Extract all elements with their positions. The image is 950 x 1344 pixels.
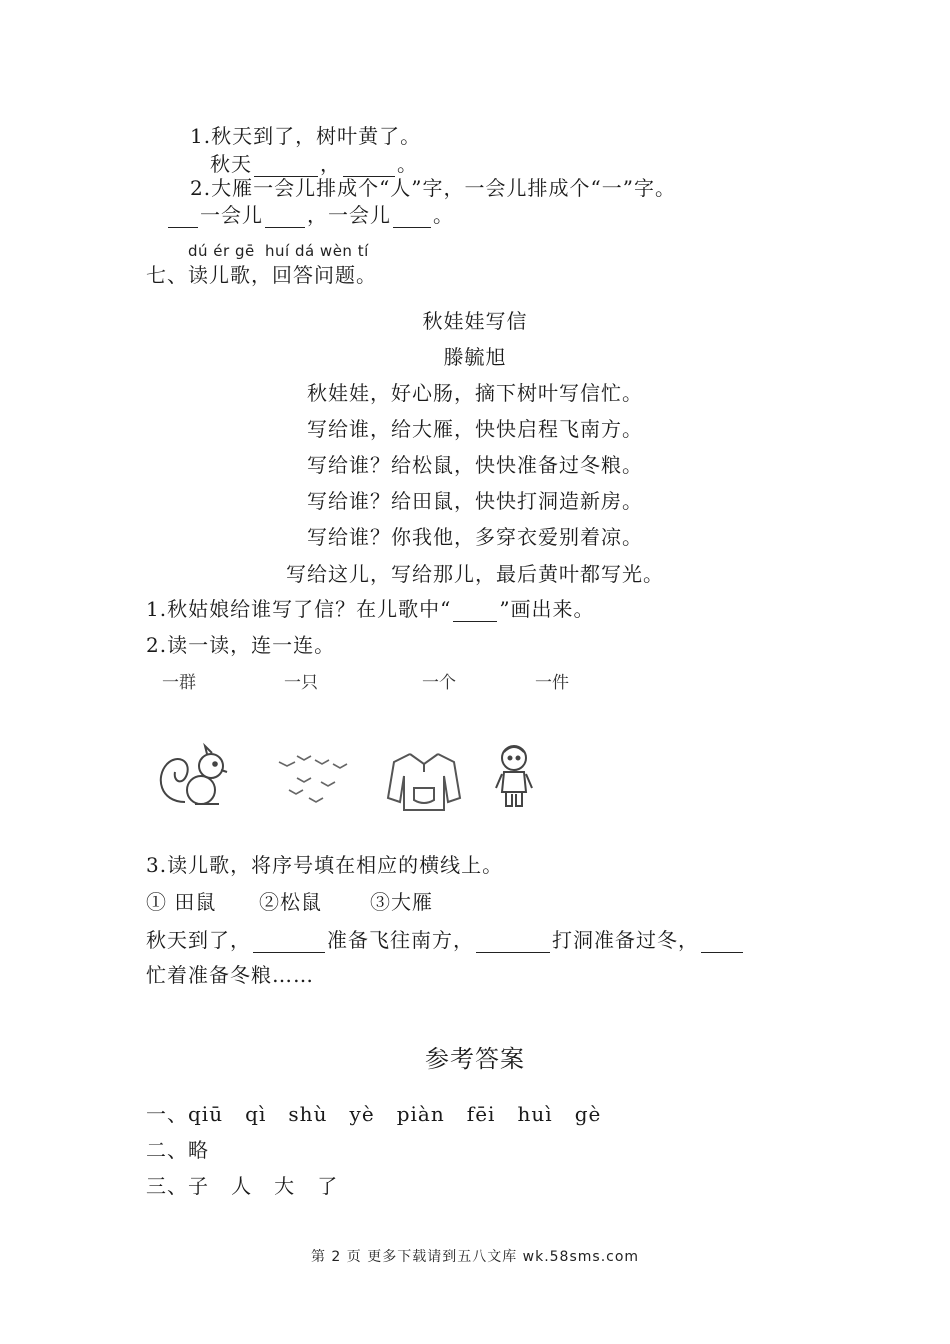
q2-fill-line: 一会儿 ，一会儿 。 — [166, 202, 454, 228]
blank-q1[interactable] — [453, 601, 497, 622]
answer-3: 三、子 人 大 了 — [146, 1174, 339, 1198]
pinyin-huidawenti: huí dá wèn tí — [265, 242, 369, 260]
option-1: ① 田鼠 — [146, 890, 217, 914]
page-footer: 第 2 页 更多下载请到五八文库 wk.58sms.com — [310, 1249, 640, 1265]
boy-icon[interactable] — [492, 742, 536, 814]
measure-word-yijian[interactable]: 一件 — [535, 673, 569, 693]
blank-q3-3[interactable] — [701, 932, 743, 953]
q3-sentence: 秋天到了， 准备飞往南方， 打洞准备过冬， — [146, 927, 745, 953]
blank-4[interactable] — [265, 207, 305, 228]
poem-line: 写给谁？给田鼠，快快打洞造新房。 — [307, 489, 643, 513]
measure-word-yige[interactable]: 一个 — [422, 673, 456, 693]
jacket-icon[interactable] — [384, 748, 464, 814]
blank-3[interactable] — [168, 207, 198, 228]
answer-1: 一、qiū qì shù yè piàn fēi huì gè — [146, 1102, 602, 1126]
question-3: 3.读儿歌，将序号填在相应的横线上。 — [146, 853, 504, 877]
measure-word-yizhi[interactable]: 一只 — [284, 673, 318, 693]
q1-fill-line: 秋天 ， 。 — [210, 152, 418, 176]
poem-line: 写给谁？你我他，多穿衣爱别着凉。 — [307, 525, 643, 549]
poem-line: 写给这儿，写给那儿，最后黄叶都写光。 — [286, 562, 664, 586]
blank-2[interactable] — [343, 156, 395, 177]
q1-sentence: 1.秋天到了，树叶黄了。 — [190, 124, 422, 148]
answer-2: 二、略 — [146, 1138, 209, 1162]
q3-sentence-cont: 忙着准备冬粮…… — [146, 963, 314, 987]
geese-icon[interactable] — [275, 752, 355, 810]
blank-q3-2[interactable] — [476, 932, 550, 953]
poem-title: 秋娃娃写信 — [422, 309, 528, 333]
pinyin-duerge: dú ér gē — [188, 242, 255, 260]
poem-line: 秋娃娃，好心肠，摘下树叶写信忙。 — [307, 381, 643, 405]
option-3: ③大雁 — [370, 890, 433, 914]
option-2: ②松鼠 — [259, 890, 322, 914]
blank-5[interactable] — [393, 207, 431, 228]
measure-word-yiqun[interactable]: 一群 — [162, 673, 196, 693]
answer-title: 参考答案 — [425, 1045, 525, 1073]
q2-sentence: 2.大雁一会儿排成个“人”字，一会儿排成个“一”字。 — [190, 176, 676, 200]
blank-1[interactable] — [254, 156, 318, 177]
section-heading: 七、读儿歌，回答问题。 — [146, 263, 377, 287]
squirrel-icon[interactable] — [155, 742, 235, 814]
question-1: 1.秋姑娘给谁写了信？在儿歌中“ ”画出来。 — [146, 597, 595, 621]
question-2: 2.读一读，连一连。 — [146, 633, 336, 657]
poem-line: 写给谁？给松鼠，快快准备过冬粮。 — [307, 453, 643, 477]
blank-q3-1[interactable] — [253, 932, 325, 953]
poem-line: 写给谁，给大雁，快快启程飞南方。 — [307, 417, 643, 441]
poem-author: 滕毓旭 — [443, 345, 507, 369]
